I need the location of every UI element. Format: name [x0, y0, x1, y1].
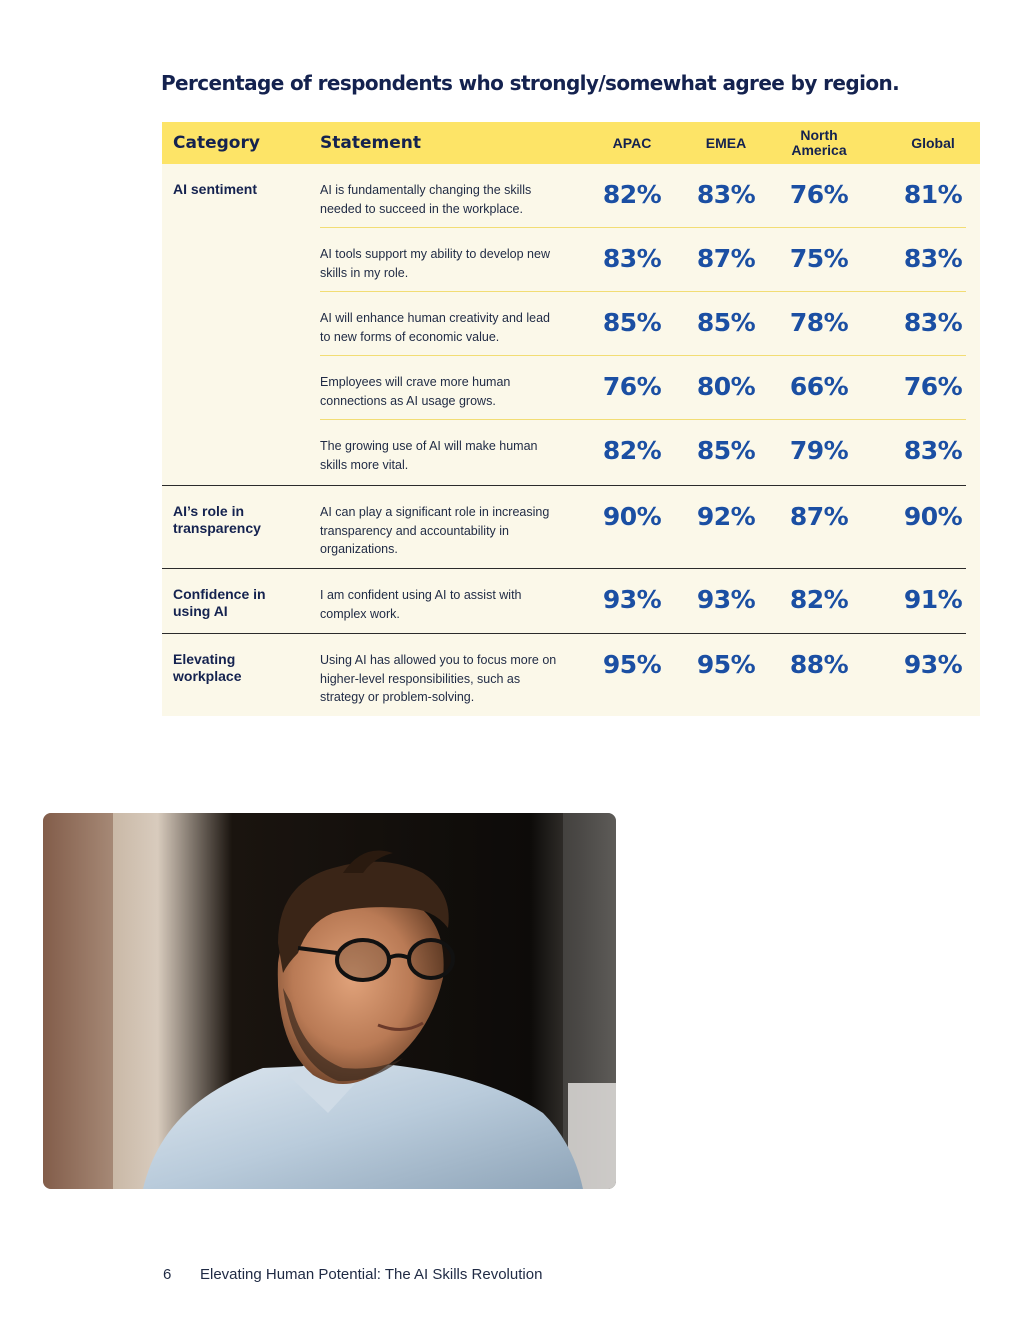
- statement-text: AI is fundamentally changing the skills needed to succeed in the workplace.: [320, 183, 532, 216]
- value-global: 76%: [903, 372, 963, 401]
- table-row: [320, 292, 966, 356]
- value-apac: 82%: [602, 436, 662, 465]
- value-apac: 95%: [602, 650, 662, 679]
- statement-text: AI will enhance human creativity and lead to new forms of economic value.: [320, 311, 550, 344]
- table-row: [320, 634, 966, 716]
- header-statement: Statement: [320, 133, 421, 153]
- statement-text: Using AI has allowed you to focus more on higher-level responsibilities, such as strategy or problem-solving.: [320, 653, 557, 704]
- table-row: [320, 164, 966, 228]
- region-agreement-table: [162, 122, 980, 716]
- page-number: 6: [163, 1266, 172, 1283]
- value-emea: 80%: [696, 372, 756, 401]
- value-emea: 85%: [696, 436, 756, 465]
- category-group: [162, 486, 966, 569]
- value-emea: 87%: [696, 244, 756, 273]
- category-group: [162, 569, 966, 634]
- category-label: Elevating workplace: [173, 651, 242, 684]
- value-north-america: 82%: [789, 585, 849, 614]
- category-label: AI’s role in transparency: [173, 503, 261, 536]
- value-north-america: 66%: [789, 372, 849, 401]
- header-north-america: North America: [791, 127, 847, 158]
- table-row: [320, 486, 966, 568]
- category-label: AI sentiment: [173, 181, 258, 197]
- value-emea: 83%: [696, 180, 756, 209]
- value-apac: 85%: [602, 308, 662, 337]
- value-apac: 83%: [602, 244, 662, 273]
- man-with-glasses-photo: [43, 813, 616, 1189]
- value-apac: 90%: [602, 502, 662, 531]
- value-north-america: 79%: [789, 436, 849, 465]
- value-apac: 93%: [602, 585, 662, 614]
- statement-text: I am confident using AI to assist with complex work.: [320, 588, 522, 621]
- value-global: 93%: [903, 650, 963, 679]
- value-emea: 95%: [696, 650, 756, 679]
- document-title: Elevating Human Potential: The AI Skills Revolution: [200, 1266, 543, 1283]
- value-global: 83%: [903, 308, 963, 337]
- statement-text: Employees will crave more human connections as AI usage grows.: [320, 375, 511, 408]
- value-global: 90%: [903, 502, 963, 531]
- header-emea: EMEA: [705, 134, 747, 151]
- value-north-america: 78%: [789, 308, 849, 337]
- value-global: 81%: [903, 180, 963, 209]
- value-global: 83%: [903, 436, 963, 465]
- table-header: [162, 122, 980, 164]
- category-label: Confidence in using AI: [173, 586, 266, 619]
- value-global: 83%: [903, 244, 963, 273]
- statement-text: AI can play a significant role in increasing transparency and accountability in organizations.: [320, 505, 550, 556]
- value-apac: 82%: [602, 180, 662, 209]
- table-row: [320, 420, 966, 485]
- header-global: Global: [911, 134, 955, 151]
- header-category: Category: [173, 133, 260, 153]
- table-row: [320, 569, 966, 633]
- value-north-america: 76%: [789, 180, 849, 209]
- value-apac: 76%: [602, 372, 662, 401]
- category-group: [162, 164, 966, 486]
- category-group: [162, 634, 966, 716]
- value-emea: 93%: [696, 585, 756, 614]
- value-north-america: 75%: [789, 244, 849, 273]
- table-body: [162, 164, 980, 716]
- value-global: 91%: [903, 585, 963, 614]
- table-row: [320, 356, 966, 420]
- page-title: Percentage of respondents who strongly/somewhat agree by region.: [161, 71, 900, 95]
- header-apac: APAC: [612, 134, 652, 151]
- value-north-america: 88%: [789, 650, 849, 679]
- value-north-america: 87%: [789, 502, 849, 531]
- value-emea: 92%: [696, 502, 756, 531]
- statement-text: AI tools support my ability to develop new skills in my role.: [320, 247, 550, 280]
- statement-text: The growing use of AI will make human skills more vital.: [320, 439, 538, 472]
- table-row: [320, 228, 966, 292]
- value-emea: 85%: [696, 308, 756, 337]
